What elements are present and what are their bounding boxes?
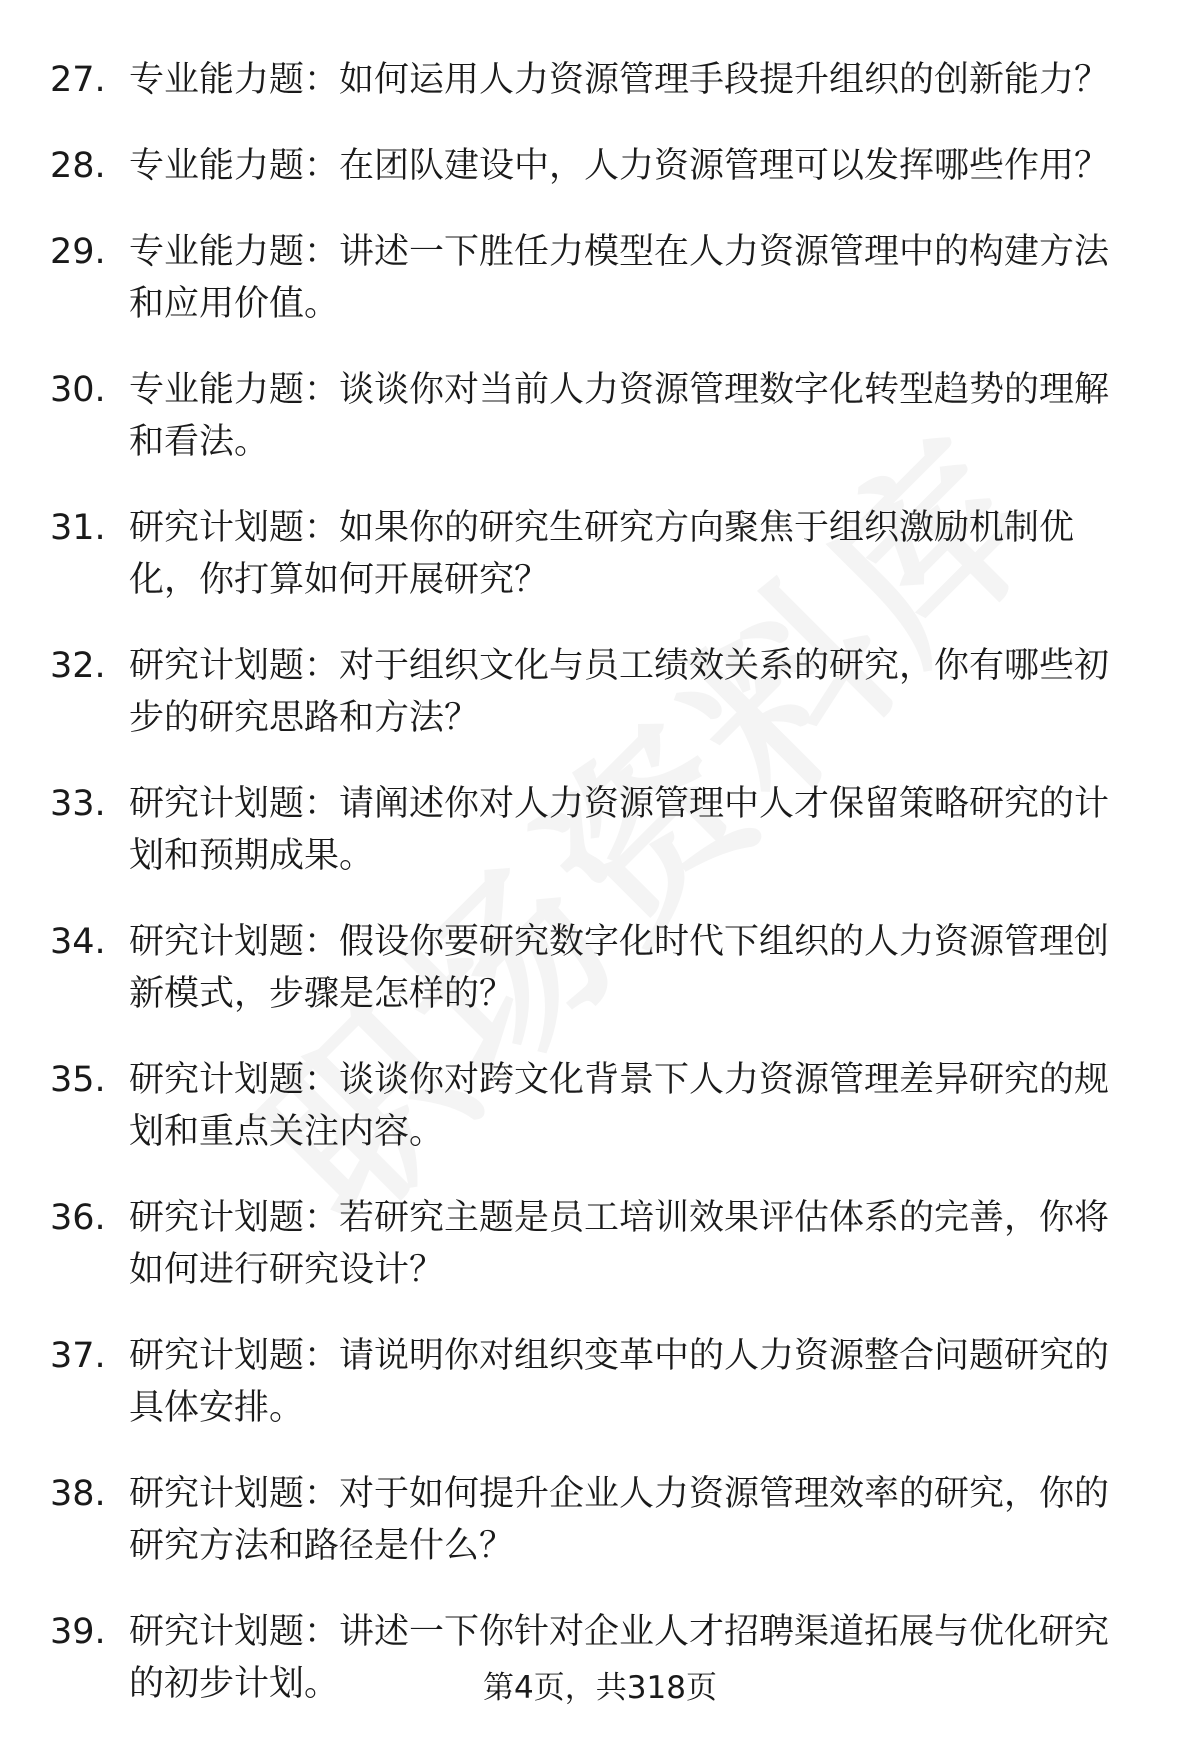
- list-item: [50, 916, 1150, 1020]
- list-item: [50, 364, 1150, 468]
- list-item: [50, 1468, 1150, 1572]
- question-number: 33.: [50, 784, 106, 824]
- question-text: 专业能力题：谈谈你对当前人力资源管理数字化转型趋势的理解和看法。: [129, 370, 1110, 462]
- question-text: 专业能力题：讲述一下胜任力模型在人力资源管理中的构建方法和应用价值。: [129, 232, 1110, 324]
- question-number: 31.: [50, 508, 106, 548]
- question-number: 39.: [50, 1612, 106, 1652]
- question-text: 研究计划题：对于组织文化与员工绩效关系的研究，你有哪些初步的研究思路和方法？: [129, 646, 1110, 738]
- question-text: 研究计划题：请阐述你对人力资源管理中人才保留策略研究的计划和预期成果。: [129, 784, 1110, 876]
- question-text: 研究计划题：如果你的研究生研究方向聚焦于组织激励机制优化，你打算如何开展研究？: [129, 508, 1075, 600]
- page-footer: 第4页，共318页: [483, 1670, 717, 1706]
- question-text: 研究计划题：谈谈你对跨文化背景下人力资源管理差异研究的规划和重点关注内容。: [129, 1060, 1110, 1152]
- list-item: [50, 1054, 1150, 1158]
- list-item: [50, 1192, 1150, 1296]
- list-item: [50, 1330, 1150, 1434]
- question-number: 29.: [50, 232, 106, 272]
- question-text: 专业能力题：如何运用人力资源管理手段提升组织的创新能力？: [129, 60, 1110, 100]
- question-number: 38.: [50, 1474, 106, 1514]
- question-number: 28.: [50, 146, 106, 186]
- question-number: 34.: [50, 922, 106, 962]
- question-number: 35.: [50, 1060, 106, 1100]
- list-item: [50, 778, 1150, 882]
- list-item: [50, 140, 1150, 192]
- list-item: [50, 226, 1150, 330]
- list-item: [50, 54, 1150, 106]
- question-number: 27.: [50, 60, 106, 100]
- list-item: [50, 502, 1150, 606]
- question-text: 研究计划题：请说明你对组织变革中的人力资源整合问题研究的具体安排。: [129, 1336, 1110, 1428]
- question-number: 30.: [50, 370, 106, 410]
- question-text: 研究计划题：对于如何提升企业人力资源管理效率的研究，你的研究方法和路径是什么？: [129, 1474, 1110, 1566]
- question-list: [50, 54, 1150, 1744]
- question-text: 专业能力题：在团队建设中，人力资源管理可以发挥哪些作用？: [129, 146, 1110, 186]
- question-text: 研究计划题：若研究主题是员工培训效果评估体系的完善，你将如何进行研究设计？: [129, 1198, 1110, 1290]
- question-text: 研究计划题：假设你要研究数字化时代下组织的人力资源管理创新模式，步骤是怎样的？: [129, 922, 1110, 1014]
- question-text: 研究计划题：讲述一下你针对企业人才招聘渠道拓展与优化研究的初步计划。: [129, 1612, 1110, 1704]
- question-number: 32.: [50, 646, 106, 686]
- question-number: 36.: [50, 1198, 106, 1238]
- list-item: [50, 640, 1150, 744]
- question-number: 37.: [50, 1336, 106, 1376]
